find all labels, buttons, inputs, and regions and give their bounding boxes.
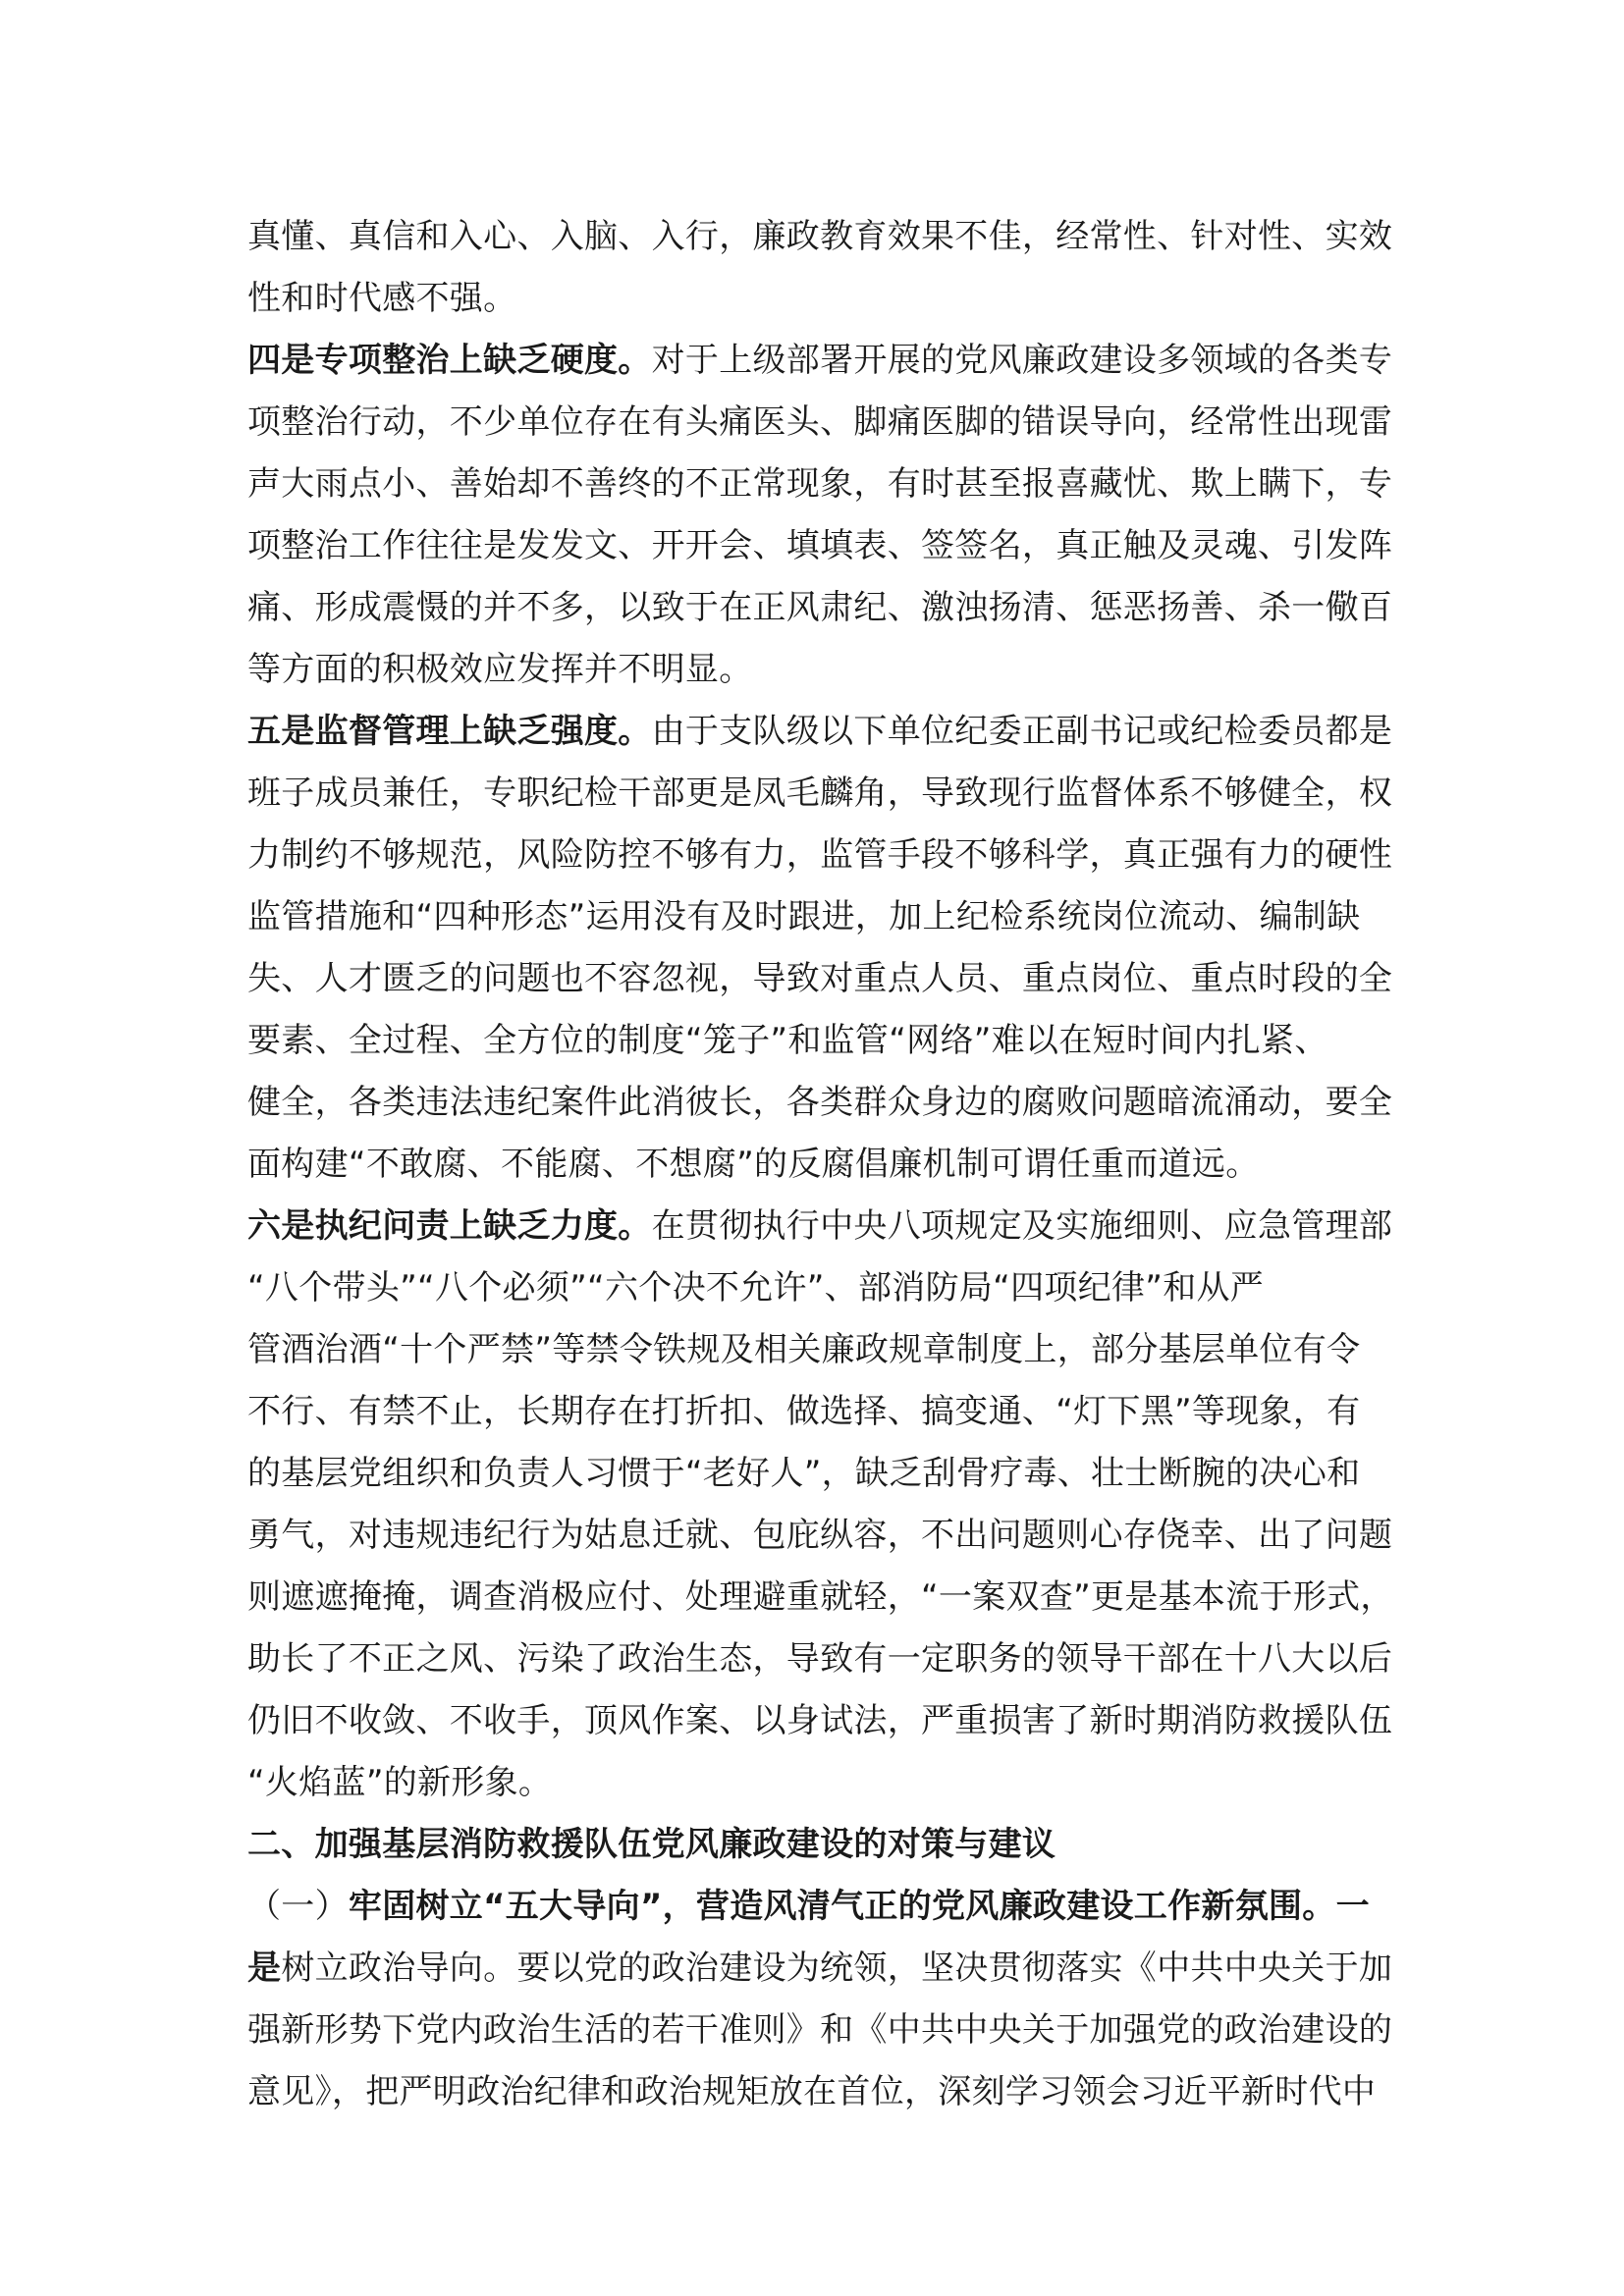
text-line (247, 330, 1393, 392)
text-line (247, 1196, 1393, 1257)
text-segment: 等方面的积极效应发挥并不明显。 (247, 650, 753, 689)
document-body (247, 206, 1394, 2123)
text-line (247, 763, 1393, 825)
text-line (247, 2000, 1393, 2061)
text-line (247, 1010, 1377, 1072)
text-line (247, 1505, 1393, 1567)
text-line (247, 886, 1377, 948)
bold-text-segment: 牢固树立“五大导向”，营造风清气正的党风廉政建设工作新氛围。一 (348, 1887, 1370, 1926)
text-segment: “八个带头”“八个必须”“六个决不允许”、部消防局“四项纪律”和从严 (247, 1268, 1265, 1308)
text-line (247, 1381, 1377, 1443)
text-segment: 痛、形成震慑的并不多，以致于在正风肃纪、激浊扬清、惩恶扬善、杀一儆百 (247, 588, 1393, 627)
text-line (247, 1629, 1393, 1690)
bold-text-segment: 六是执纪问责上缺乏力度。 (247, 1206, 652, 1246)
text-segment: 健全，各类违法违纪案件此消彼长，各类群众身边的腐败问题暗流涌动，要全 (247, 1083, 1393, 1122)
text-segment: 意见》，把严明政治纪律和政治规矩放在首位，深刻学习领会习近平新时代中 (247, 2072, 1377, 2111)
bold-text-segment: 二、加强基层消防救援队伍党风廉政建设的对策与建议 (247, 1825, 1056, 1864)
text-segment: 要素、全过程、全方位的制度“笼子”和监管“网络”难以在短时间内扎紧、 (247, 1021, 1328, 1060)
bold-text-segment: 是 (247, 1949, 282, 1988)
text-segment: 则遮遮掩掩，调查消极应付、处理避重就轻，“一案双查”更是基本流于形式， (247, 1577, 1394, 1617)
text-line (247, 1567, 1394, 1629)
text-segment: 班子成员兼任，专职纪检干部更是凤毛麟角，导致现行监督体系不够健全，权 (247, 774, 1393, 813)
text-line (247, 1690, 1393, 1752)
text-segment: 真懂、真信和入心、入脑、入行，廉政教育效果不佳，经常性、针对性、实效 (247, 217, 1393, 256)
text-segment: 由于支队级以下单位纪委正副书记或纪检委员都是 (651, 712, 1393, 751)
text-line (247, 1938, 1393, 2000)
text-segment: 勇气，对违规违纪行为姑息迁就、包庇纵容，不出问题则心存侥幸、出了问题 (247, 1516, 1393, 1555)
text-line (247, 1814, 1377, 1876)
text-line (247, 1134, 1377, 1196)
text-segment: 管酒治酒“十个严禁”等禁令铁规及相关廉政规章制度上，部分基层单位有令 (247, 1330, 1361, 1369)
text-segment: 面构建“不敢腐、不能腐、不想腐”的反腐倡廉机制可谓任重而道远。 (247, 1145, 1260, 1184)
text-line (247, 825, 1393, 886)
text-segment: 失、人才匮乏的问题也不容忽视，导致对重点人员、重点岗位、重点时段的全 (247, 959, 1393, 998)
text-line (247, 1443, 1377, 1505)
text-segment: 性和时代感不强。 (247, 279, 517, 318)
text-segment: 的基层党组织和负责人习惯于“老好人”，缺乏刮骨疗毒、壮士断腕的决心和 (247, 1454, 1361, 1493)
text-line (247, 454, 1393, 515)
text-segment: “火焰蓝”的新形象。 (247, 1763, 553, 1802)
text-line (247, 701, 1393, 763)
text-line (247, 2061, 1377, 2123)
text-segment: 项整治工作往往是发发文、开开会、填填表、签签名，真正触及灵魂、引发阵 (247, 526, 1393, 565)
text-segment: 强新形势下党内政治生活的若干准则》和《中共中央关于加强党的政治建设的 (247, 2010, 1393, 2050)
text-segment: 树立政治导向。要以党的政治建设为统领，坚决贯彻落实《中共中央关于加 (281, 1949, 1393, 1988)
text-segment: 助长了不正之风、污染了政治生态，导致有一定职务的领导干部在十八大以后 (247, 1639, 1393, 1679)
text-segment: 在贯彻执行中央八项规定及实施细则、应急管理部 (651, 1206, 1393, 1246)
text-line (247, 639, 1377, 701)
text-line (247, 392, 1393, 454)
text-segment: 声大雨点小、善始却不善终的不正常现象，有时甚至报喜藏忧、欺上瞒下，专 (247, 464, 1393, 504)
text-line (247, 1072, 1393, 1134)
text-segment: 监管措施和“四种形态”运用没有及时跟进，加上纪检系统岗位流动、编制缺 (247, 897, 1361, 936)
text-line (247, 1752, 1377, 1814)
bold-text-segment: 五是监督管理上缺乏强度。 (247, 712, 652, 751)
text-segment: 力制约不够规范，风险防控不够有力，监管手段不够科学，真正强有力的硬性 (247, 835, 1393, 875)
text-segment: 仍旧不收敛、不收手，顶风作案、以身试法，严重损害了新时期消防救援队伍 (247, 1701, 1393, 1740)
text-line (247, 577, 1393, 639)
text-segment: 不行、有禁不止，长期存在打折扣、做选择、搞变通、“灯下黑”等现象，有 (247, 1392, 1361, 1431)
text-segment: （一） (247, 1887, 349, 1926)
text-line (247, 948, 1393, 1010)
text-line (247, 1876, 1377, 1938)
text-segment: 对于上级部署开展的党风廉政建设多领域的各类专 (651, 341, 1393, 380)
text-line (247, 206, 1393, 268)
text-line (247, 1319, 1377, 1381)
text-segment: 项整治行动，不少单位存在有头痛医头、脚痛医脚的错误导向，经常性出现雷 (247, 402, 1393, 442)
text-line (247, 515, 1393, 577)
text-line (247, 268, 1377, 330)
bold-text-segment: 四是专项整治上缺乏硬度。 (247, 341, 652, 380)
text-line (247, 1257, 1377, 1319)
